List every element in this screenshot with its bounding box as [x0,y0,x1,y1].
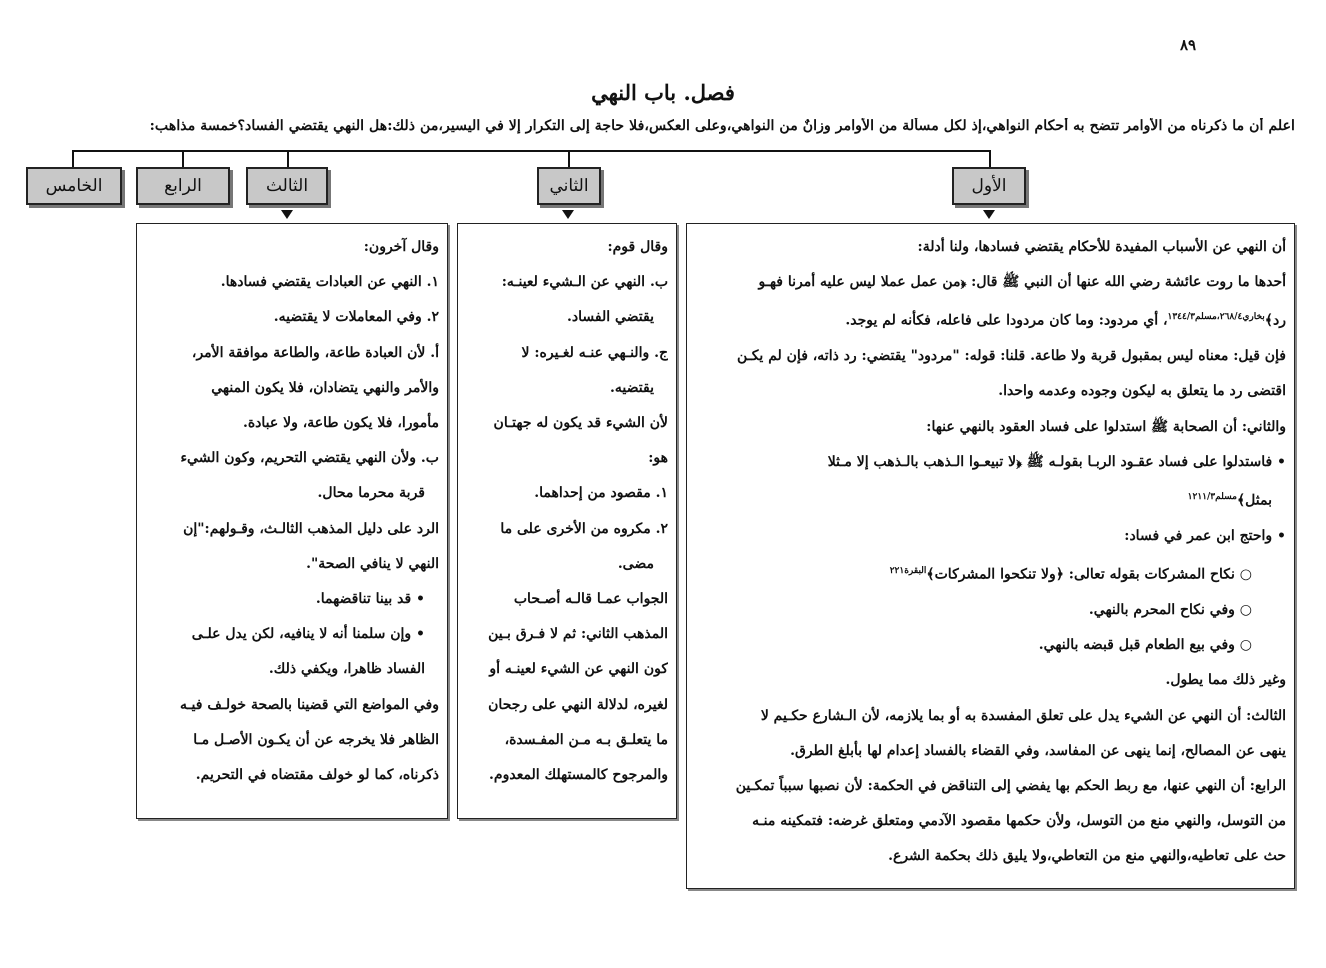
text-line: والمرجوح كالمستهلك المعدوم. [489,767,668,784]
text-line: ١. النهي عن العبادات يقتضي فسادها. [220,274,439,291]
text-line: وقال آخرون: [363,239,439,255]
citation: مسلم١٢١١/٣ [1187,492,1237,503]
text-line [695,480,1286,519]
arrow-down-icon [562,210,574,219]
text-line: الرابع: أن النهي عنها، مع ربط الحكم بها يفضي إلى التناقض في الحكمة: لأن نصبها سبباً تمكـين [735,778,1286,795]
quote-end: رد﴾ [1264,313,1286,330]
text-line: فإن قيل: معناه ليس بمقبول قربة ولا طاعة. قلنا: قوله: "مردود" يقتضي: رد ذاته، فإن لم يكـن [736,348,1286,365]
header-third-label: الثالث [265,176,309,196]
header-second [537,167,601,205]
text-line: وقال قوم: [607,239,668,255]
page-title: فصل. باب النهي [591,80,735,105]
text-line: الثالث: أن النهي عن الشيء يدل على تعلق المفسدة به أو بما يلازمه، لأن الـشارع حكـيم لا [760,707,1286,724]
text-line: يقتضي الفساد. [567,309,654,326]
text-line: ○ وفي بيع الطعام قبل قبضه بالنهي. [1038,637,1252,654]
text-line: الرد على دليل المذهب الثالـث، وقـولهم:"إن [183,520,439,537]
quote-end: بمثل﴾ [1236,492,1272,509]
text-line: مأمورا، فلا يكون طاعة، ولا عبادة. [242,415,439,432]
text-line: ب. ولأن النهي يقتضي التحريم، وكون الشيء [180,450,439,467]
text-line: • قد بينا تناقضهما. [315,591,425,608]
text-line: اقتضى رد ما يتعلق به ليكون وجوده وعدمه واحدا. [998,383,1286,400]
header-third [246,167,328,205]
text-line [695,554,1286,593]
connector-line [287,150,289,168]
text-line: المذهب الثاني: ثم لا فـرق بـين [488,626,668,643]
text-line: ذكرناه، كما لو خولف مقتضاه في التحريم. [195,767,439,784]
header-second-label: الثاني [549,176,589,196]
text-line: من التوسل، والنهي منع من التوسل، ولأن حكمها مقصود الآدمي ومتعلق غرضه: فتمكينه منـه [752,813,1286,830]
connector-line [182,150,184,168]
text-line: أحدها ما روت عائشة رضي الله عنها أن النبي ﷺ قال: ﴿من عمل عملا ليس عليه أمرنا فهـو [758,274,1286,291]
connector-line [72,150,990,152]
text-line: وغير ذلك مما يطول. [1165,672,1286,689]
text-span: ○ نكاح المشركات بقوله تعالى: ﴿ولا تنكحوا المشركات﴾ [926,566,1252,583]
header-fourth [136,167,230,205]
text-line: • وإن سلمنا أنه لا ينافيه، لكن يدل علـى [191,626,425,643]
text-line: ب. النهي عن الـشيء لعينـه: [501,274,668,291]
text-line: قربة محرما محال. [317,485,425,502]
text-span: ، أي مردود: وما كان مردودا على فاعله، فكأنه لم يوجد. [845,313,1168,330]
connector-line [989,150,991,168]
citation: بخاري٢٦٨/٤،مسلم١٣٤٤/٣ [1167,312,1265,323]
text-line: • فاستدلوا على فساد عقـود الربـا بقولـه ﷺ ﴿لا تبيعـوا الـذهب بالـذهب إلا مـثلا [827,453,1286,470]
text-line: مضى. [617,555,654,572]
arrow-down-icon [983,210,995,219]
text-line: ينهى عن المصالح، إنما ينهى عن المفاسد، وفي القضاء بالفساد إعدام لها بأبلغ الطرق. [790,742,1286,759]
arrow-down-icon [281,210,293,219]
connector-line [568,150,570,168]
text-line: حث على تعاطيه،والنهي منع من التعاطي،ولا يليق ذلك بحكمة الشرع. [888,848,1286,865]
text-line: أ. لأن العبادة طاعة، والطاعة موافقة الأمر، [191,344,439,361]
text-line: ١. مقصود من إحداهما. [534,485,668,502]
header-first [952,167,1026,205]
intro-paragraph: اعلم أن ما ذكرناه من الأوامر تتضح به أحكام النواهي،إذ لكل مسألة من الأوامر وزانٌ من النواهي،وعلى العكس،فلا حاجة إلى التكرار إلا في اليسير،من ذلك:هل النهي يقتضي الفساد؟خمسة مذاهب: [149,118,1295,134]
text-line: كون النهي عن الشيء لعينـه أو [489,661,668,678]
panel-first [686,223,1295,889]
text-line: والثاني: أن الصحابة ﷺ استدلوا على فساد العقود بالنهي عنها: [926,418,1286,435]
page-number: ٨٩ [1179,36,1197,54]
text-line: ○ وفي نكاح المحرم بالنهي. [1088,602,1252,618]
text-line: الجواب عمـا قالـه أصـحاب [513,591,668,608]
text-line: لأن الشيء قد يكون له جهتـان [493,415,668,432]
text-line: والأمر والنهي يتضادان، فلا يكون المنهي [211,379,439,396]
text-line: ٢. مكروه من الأخرى على ما [500,520,668,537]
text-line: ما يتعلـق بـه مـن المفـسدة، [504,731,668,748]
text-line: ج. والنـهي عنـه لغـيره: لا [521,344,668,361]
citation: البقرة٢٢١ [889,566,927,577]
text-line: الفساد ظاهرا، ويكفي ذلك. [268,661,425,678]
connector-line [72,150,74,168]
text-line: • واحتج ابن عمر في فساد: [1124,527,1286,544]
header-first-label: الأول [971,176,1007,196]
header-fourth-label: الرابع [164,176,202,196]
text-line: ٢. وفي المعاملات لا يقتضيه. [273,309,439,326]
text-line: الظاهر فلا يخرجه عن أن يكـون الأصـل مـا [193,731,439,748]
text-line [695,300,1286,339]
text-line: هو: [648,450,668,467]
text-line: النهي لا ينافي الصحة". [306,555,439,572]
text-line: يقتضيه. [610,379,654,396]
header-fifth [26,167,122,205]
header-fifth-label: الخامس [45,176,103,196]
text-line: لغيره، لدلالة النهي على رجحان [488,696,668,713]
panel-third [136,223,448,819]
text-line: أن النهي عن الأسباب المفيدة للأحكام يقتضي فسادها، ولنا أدلة: [917,239,1286,255]
panel-second [457,223,677,819]
text-line: وفي المواضع التي قضينا بالصحة خولـف فيـه [179,696,439,713]
